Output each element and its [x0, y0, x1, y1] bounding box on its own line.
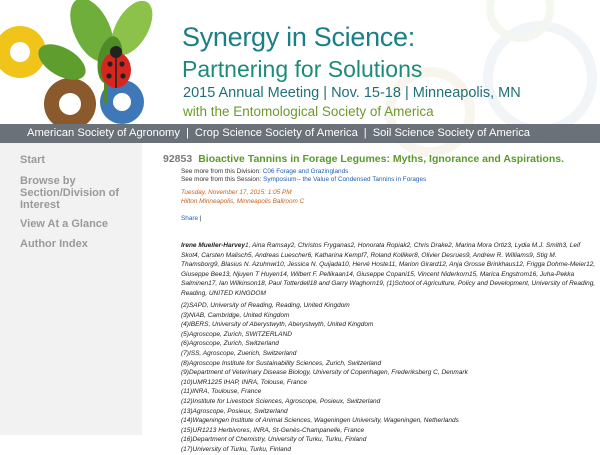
nav-browse-line-3: Interest — [20, 199, 60, 211]
affiliation-item: (12)Institute for Livestock Sciences, Agroscope, Posieux, Switzerland — [181, 397, 381, 405]
left-nav — [0, 143, 142, 435]
society-bar — [0, 124, 600, 143]
share-link[interactable]: Share — [181, 215, 199, 222]
affiliation-item: (5)Agroscope, Zurich, SWITZERLAND — [181, 330, 292, 338]
nav-browse[interactable] — [20, 175, 119, 211]
society-link-soil-science[interactable]: Soil Science Society of America — [372, 127, 531, 139]
abstract-title: Bioactive Tannins in Forage Legumes: Myths, Ignorance and Aspirations. — [198, 153, 565, 165]
society-separator: | — [185, 127, 189, 139]
meeting-info: 2015 Annual Meeting | Nov. 15-18 | Minneapolis, MN — [183, 85, 521, 101]
nav-browse-line-2: Section/Division of — [20, 187, 120, 199]
affiliation-item: (16)Department of Chemistry, University of Turku, Turku, Finland — [181, 436, 367, 444]
division-link[interactable]: C06 Forage and Grazinglands — [262, 168, 349, 175]
affiliation-item: (8)Agroscope Institute for Sustainability Sciences, Zurich, Switzerland — [181, 359, 382, 367]
see-session-prefix: See more from this Session: — [181, 176, 262, 183]
society-separator: | — [363, 127, 367, 139]
lead-author[interactable]: Irene Mueller-Harvey — [181, 242, 245, 249]
conference-subtitle: Partnering for Solutions — [182, 56, 423, 82]
nav-view-at-a-glance[interactable]: View At a Glance — [20, 218, 109, 230]
affiliation-item: (11)INRA, Toulouse, France — [181, 388, 262, 396]
conference-banner — [0, 0, 600, 124]
see-division-prefix: See more from this Division: — [181, 168, 261, 175]
affiliation-item: (4)IBERS, University of Aberystwyth, Aberystwyth, United Kingdom — [181, 321, 374, 329]
see-more-session — [181, 176, 426, 183]
affiliation-item: (13)Agroscope, Posieux, Switzerland — [181, 407, 288, 415]
author-list — [181, 241, 596, 299]
society-link-agronomy[interactable]: American Society of Agronomy — [27, 127, 180, 139]
affiliation-list — [181, 301, 596, 455]
affiliation-item: (7)ISS, Agroscope, Zuerich, Switzerland — [181, 349, 297, 357]
presentation-date: Tuesday, November 17, 2015: 1:05 PM — [181, 189, 292, 196]
presentation-location: Hilton Minneapolis, Minneapolis Ballroom C — [181, 198, 305, 205]
nav-start[interactable]: Start — [20, 154, 46, 166]
affiliation-item: (9)Department of Veterinary Disease Biology, University of Copenhagen, Frederiksberg C, Denmark — [181, 369, 468, 377]
partner-society: with the Entomological Society of America — [183, 104, 434, 119]
affiliation-item: (2)SAPD, University of Reading, Reading, United Kingdom — [181, 302, 350, 309]
abstract-header — [163, 153, 564, 165]
affiliation-item: (3)NIAB, Cambridge, United Kingdom — [181, 311, 290, 319]
affiliation-item: (10)UMR1225 IHAP, INRA, Tolouse, France — [181, 378, 308, 386]
session-link[interactable]: Symposium-- the Value of Condensed Tannins in Forages — [263, 176, 427, 183]
society-link-crop-science[interactable]: Crop Science Society of America — [194, 127, 358, 139]
affiliation-item: (6)Agroscope, Zurich, Switzerland — [181, 340, 279, 348]
share-separator: | — [199, 215, 202, 222]
affiliation-item: (14)Wageningen Institute of Animal Sciences, Wageningen University, Wageningen, Netherlands — [181, 417, 459, 425]
affiliation-item: (15)UR1213 Herbivores, INRA, St-Genès-Champanelle, France — [181, 426, 365, 434]
abstract-content — [143, 143, 600, 453]
coauthors: 1, Aina Ramsay2, Christos Fryganas2, Honorata Ropiak2, Chris Drake2, Marina Mora Ortiz3, Lydia M.J. Smith3, Leif Skot4, Carsten Malisch5, Andreas Luescher6, Katharina Kempf7, Roland Kolliker8, Olivier Desrues9, Andrew R. Williams9, Stig M. Thamsborg9, Blasius N. Azuhnwi10, Jessica N. Quijada10, Hervé Hoste11, Marion Girard12, Anja Grosse Brinkhaus12, Frigga Dohme-Meier12, Giuseppe Bee13, Njuyen T Huyen14, Wilbert F. Pellikaan14, Giuseppe Copani15, Vincent Niderkorn15, Marica Engstrom16, Juha-Pekka Salminen17, Ian Wilkinson18, Paul Totterdell18 and Garry Waghorn19, (1)School of Agriculture, Policy and Development, University of Reading, Reading, UNITED KINGDOM — [181, 242, 596, 297]
abstract-number: 92853 — [163, 153, 193, 165]
conference-title: Synergy in Science: — [182, 22, 415, 52]
brown-gear-icon — [44, 78, 96, 130]
nav-author-index[interactable]: Author Index — [20, 238, 88, 250]
nav-browse-line-1: Browse by — [20, 175, 76, 187]
share-row — [181, 215, 202, 222]
affiliation-item: (17)University of Turku, Turku, Finland — [181, 445, 291, 453]
see-more-division — [181, 168, 348, 175]
